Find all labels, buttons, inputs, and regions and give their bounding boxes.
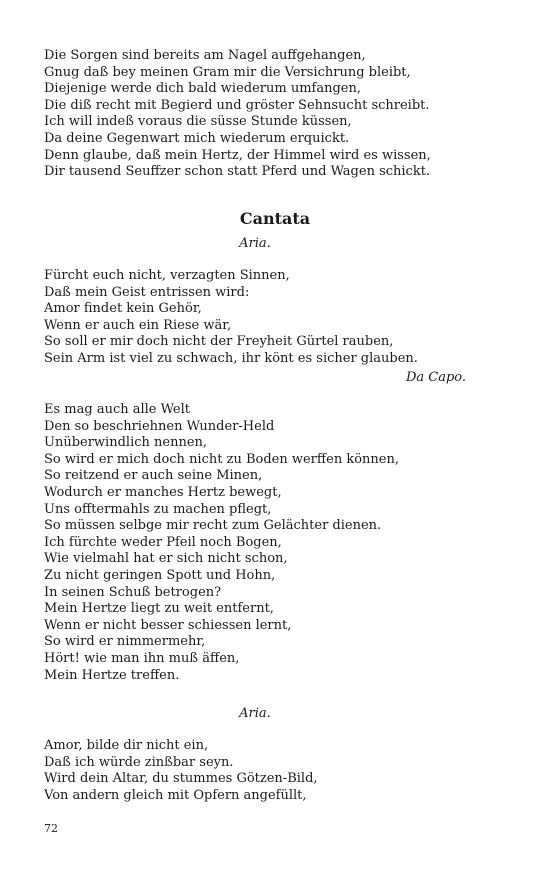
verse-line: So soll er mir doch nicht der Freyheit Gürtel rauben,	[44, 334, 394, 350]
verse-line: So wird er mich doch nicht zu Boden werffen können,	[44, 451, 399, 467]
verse-line: Ich will indeß voraus die süsse Stunde küssen,	[44, 114, 352, 130]
verse-line: Daß ich würde zinßbar seyn.	[44, 754, 234, 770]
recitative-text	[44, 402, 514, 684]
verse-line: Mein Hertze treffen.	[44, 667, 180, 683]
da-capo-label: Da Capo.	[405, 370, 466, 385]
stanza-1	[44, 48, 514, 181]
verse-line: Von andern gleich mit Opfern angefüllt,	[44, 787, 307, 803]
aria-1-label: Aria.	[239, 236, 271, 251]
aria-1-text	[44, 268, 514, 368]
verse-line: Wenn er nicht besser schiessen lernt,	[44, 617, 292, 633]
verse-line: Diejenige werde dich bald wiederum umfangen,	[44, 81, 362, 97]
verse-line: Den so beschriehnen Wunder-Held	[44, 418, 275, 434]
verse-line: So reitzend er auch seine Minen,	[44, 468, 263, 484]
verse-line: Daß mein Geist entrissen wird:	[44, 284, 250, 300]
verse-line: Dir tausend Seuffzer schon statt Pferd und Wagen schickt.	[44, 164, 431, 180]
verse-line: Die Sorgen sind bereits am Nagel auffgehangen,	[44, 48, 366, 63]
verse-line: Hört! wie man ihn muß äffen,	[44, 650, 240, 666]
verse-line: Uns offtermahls zu machen pflegt,	[44, 501, 272, 517]
verse-line: Fürcht euch nicht, verzagten Sinnen,	[44, 268, 290, 283]
verse-line: Wie vielmahl hat er sich nicht schon,	[44, 551, 288, 567]
cantata-heading: Cantata	[239, 209, 311, 228]
verse-line: Mein Hertze liegt zu weit entfernt,	[44, 601, 274, 617]
verse-line: Denn glaube, daß mein Hertz, der Himmel wird es wissen,	[44, 147, 431, 163]
verse-line: Ich fürchte weder Pfeil noch Bogen,	[44, 534, 282, 550]
verse-line: Es mag auch alle Welt	[44, 402, 191, 417]
verse-line: Da deine Gegenwart mich wiederum erquickt.	[44, 130, 350, 146]
verse-line: Unüberwindlich nennen,	[44, 435, 208, 451]
verse-line: Zu nicht geringen Spott und Hohn,	[44, 567, 276, 583]
verse-line: Amor, bilde dir nicht ein,	[44, 738, 209, 753]
verse-line: Wodurch er manches Hertz bewegt,	[44, 484, 282, 500]
verse-line: Gnug daß bey meinen Gram mir die Versichrung bleibt,	[44, 64, 411, 80]
verse-line: In seinen Schuß betrogen?	[44, 584, 222, 600]
verse-line: Die diß recht mit Begierd und gröster Sehnsucht schreibt.	[44, 97, 430, 113]
verse-line: Sein Arm ist viel zu schwach, ihr könt es sicher glauben.	[44, 350, 418, 366]
verse-line: Amor findet kein Gehör,	[44, 301, 202, 317]
aria-2-label: Aria.	[239, 706, 271, 721]
verse-line: Wenn er auch ein Riese wär,	[44, 317, 232, 333]
aria-2-text	[44, 738, 514, 804]
verse-line: So wird er nimmermehr,	[44, 634, 206, 650]
verse-line: So müssen selbge mir recht zum Gelächter dienen.	[44, 518, 382, 534]
verse-line: Wird dein Altar, du stummes Götzen-Bild,	[44, 771, 318, 787]
page-number: 72	[44, 822, 58, 835]
